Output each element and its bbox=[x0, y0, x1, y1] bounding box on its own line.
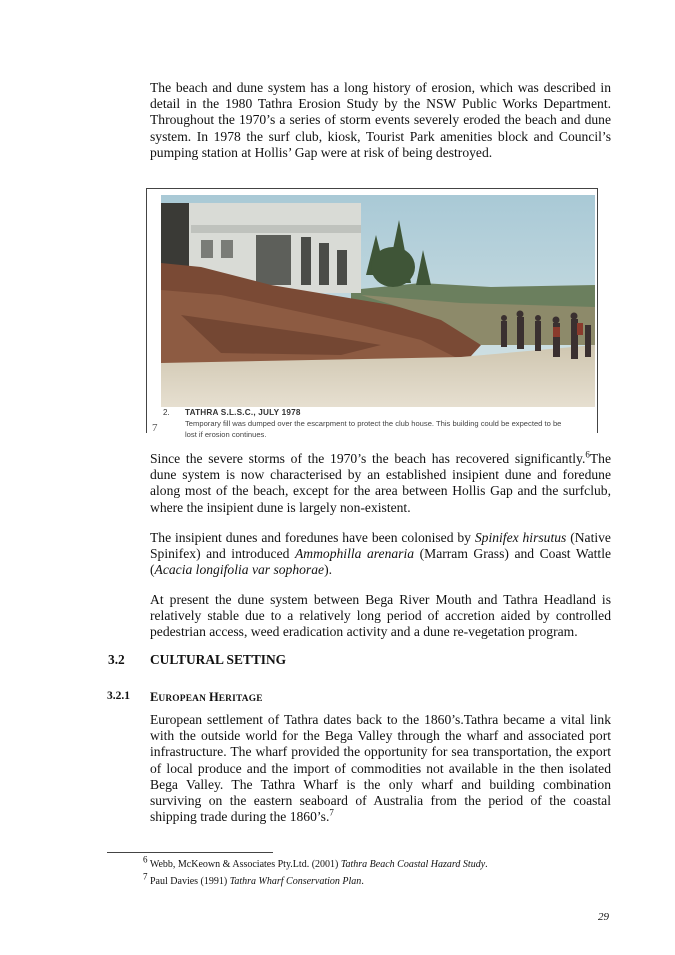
section-number: 3.2 bbox=[108, 652, 125, 667]
page-number: 29 bbox=[598, 911, 609, 923]
footnote-7: $^7$ Paul Davies (1991) Tathra Wharf Conservation Plan. bbox=[143, 871, 364, 887]
figure-title: TATHRA S.L.S.C., JULY 1978 bbox=[185, 408, 301, 417]
photo-tathra-slsc-erosion bbox=[161, 195, 595, 407]
present-paragraph: At present the dune system between Bega River Mouth and Tathra Headland is relatively stable due to a relatively long period of accretion aided by controlled pedestrian access, weed eradication activity and a dune re-vegetation program. bbox=[150, 592, 611, 640]
recovery-paragraph: Since the severe storms of the 1970’s the beach has recovered significantly.$^6$The dune system is now characterised by an established insipient dune and foredune along most of the beach, except for the area between Hollis Gap and the surfclub, where the insipient dune is largely non-existent. bbox=[150, 449, 611, 515]
footnote-6: $^6$ Webb, McKeown & Associates Pty.Ltd. (2001) Tathra Beach Coastal Hazard Study. bbox=[143, 854, 488, 870]
figure-number: 2. bbox=[163, 408, 170, 417]
subsection-number: 3.2.1 bbox=[107, 690, 130, 702]
footnote-ref-7[interactable]: 7 bbox=[329, 807, 334, 818]
figure-description: Temporary fill was dumped over the escarpment to protect the club house. This building could be expected to be lost if erosion continues. bbox=[185, 419, 562, 439]
stray-mark: 7 bbox=[152, 422, 158, 434]
intro-paragraph: The beach and dune system has a long history of erosion, which was described in detail in the 1980 Tathra Erosion Study by the NSW Public Works Department. Throughout the 1970’s a series of storm events severely eroded the beach and dune system. In 1978 the surf club, kiosk, Tourist Park amenities block and Council’s pumping station at Hollis’ Gap were at risk of being destroyed. bbox=[150, 80, 611, 160]
species-paragraph: The insipient dunes and foredunes have been colonised by Spinifex hirsutus (Native Spinifex) and introduced Ammophilla arenaria (Marram Grass) and Coast Wattle (Acacia longifolia var sophorae). bbox=[150, 530, 612, 578]
heritage-paragraph: European settlement of Tathra dates back to the 1860’s.Tathra became a vital link with the outside world for the Bega Valley through the wharf and associated port infrastructure. The wharf provided the opportunity for sea transportation, the export of local produce and the import of commodities not available in the then isolated Bega Valley. The Tathra Wharf is the only wharf and building combination surviving on the eastern seaboard of Australia from the period of the coastal shipping trade during the 1860’s.$^7$ bbox=[150, 712, 611, 825]
footnote-rule bbox=[107, 852, 273, 853]
subsection-title: EUROPEAN HERITAGE bbox=[150, 690, 263, 704]
section-title: CULTURAL SETTING bbox=[150, 652, 287, 667]
footnote-ref-6[interactable]: 6 bbox=[585, 449, 590, 460]
